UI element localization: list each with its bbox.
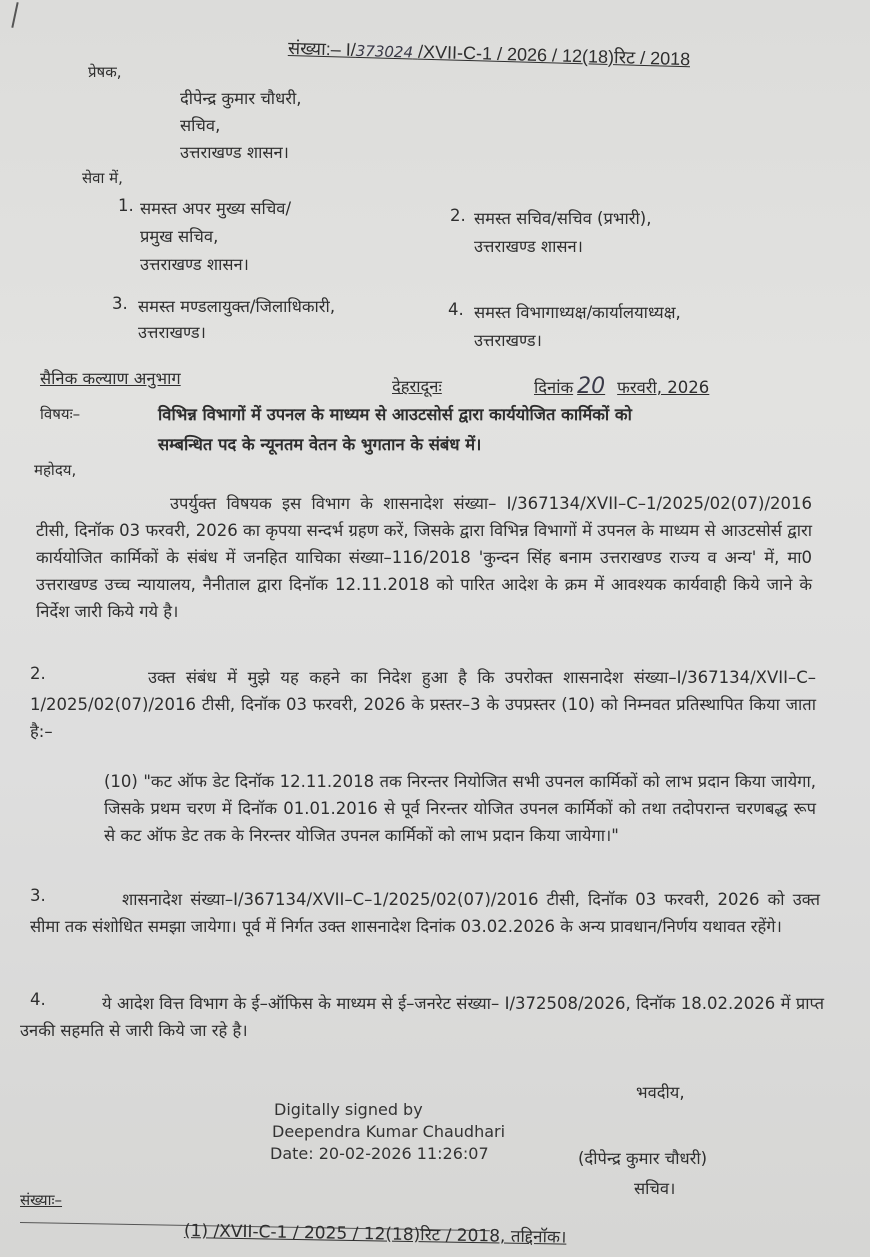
recipient-1-line-1: समस्त अपर मुख्य सचिव/ — [140, 199, 292, 218]
recipient-2-number: 2. — [450, 206, 466, 225]
signatory-designation: सचिव। — [634, 1179, 676, 1198]
place-name: देहरादूनः — [392, 377, 442, 396]
paragraph-4-number: 4. — [30, 990, 46, 1009]
reference-prefix: संख्या:– I/ — [287, 38, 357, 60]
paragraph-2: उक्त संबंध में मुझे यह कहने का निदेश हुआ है कि उपरोक्त शासनादेश संख्या–I/367134/XVII–C–1/2025/02(07)/2016 टीसी, दिनॉक 03 फरवरी, 2026 के प्रस्तर–3 के उपप्रस्तर (10) को निम्नवत प्रतिस्थापित किया जाता है:– — [30, 668, 816, 741]
recipient-4-line-2: उत्तराखण्ड। — [474, 331, 542, 350]
subject-line-1: विभिन्न विभागों में उपनल के माध्यम से आउटसोर्स द्वारा कार्ययोजित कार्मिकों को — [158, 405, 632, 424]
recipient-1-line-3: उत्तराखण्ड शासन। — [140, 255, 249, 274]
recipient-2-line-2: उत्तराखण्ड शासन। — [474, 237, 583, 256]
recipient-4-line-1: समस्त विभागाध्यक्ष/कार्यालयाध्यक्ष, — [474, 303, 681, 322]
salutation: महोदय, — [34, 461, 77, 479]
recipients-label: सेवा में, — [82, 169, 123, 187]
digital-signature-date: Date: 20-02-2026 11:26:07 — [270, 1144, 489, 1163]
digital-signature-line-1: Digitally signed by — [274, 1100, 423, 1119]
sender-office: उत्तराखण्ड शासन। — [180, 143, 289, 162]
recipient-1-number: 1. — [118, 196, 134, 215]
paragraph-2-quoted-subclause: (10) "कट ऑफ डेट दिनॉक 12.11.2018 तक निरन्तर नियोजित सभी उपनल कार्मिकों को लाभ प्रदान किया जायेगा, जिसके प्रथम चरण में दिनॉक 01.01.2016 से पूर्व निरन्तर योजित उपनल कार्मिकों को तथा तदोपरान्त चरणबद्ध रूप से कट ऑफ डेट तक के निरन्तर योजित उपनल कार्मिकों को लाभ प्रदान किया जायेगा।" — [104, 772, 816, 845]
handwritten-tick-mark — [11, 2, 18, 28]
recipient-3-number: 3. — [112, 294, 128, 313]
reference-number-top — [288, 36, 691, 71]
paragraph-4: ये आदेश वित्त विभाग के ई–ऑफिस के माध्यम से ई–जनरेट संख्या– I/372508/2026, दिनॉक 18.02.2026 में प्राप्त उनकी सहमति से जारी किये जा रहे है। — [20, 994, 824, 1040]
recipient-2-line-1: समस्त सचिव/सचिव (प्रभारी), — [474, 209, 652, 228]
handwritten-reference-number: 373024 — [355, 41, 414, 62]
paragraph-3: शासनादेश संख्या–I/367134/XVII–C–1/2025/02(07)/2016 टीसी, दिनॉक 03 फरवरी, 2026 को उक्त सीमा तक संशोधित समझा जायेगा। पूर्व में निर्गत उक्त शासनादेश दिनांक 03.02.2026 के अन्य प्रावधान/निर्णय यथावत रहेंगे। — [30, 890, 820, 936]
section-name: सैनिक कल्याण अनुभाग — [40, 369, 181, 388]
recipient-3-line-1: समस्त मण्डलायुक्त/जिलाधिकारी, — [138, 297, 336, 316]
bottom-reference-number: (1) /XVII-C-1 / 2025 / 12(18)रिट / 2018, तद्दिनॉक। — [183, 1221, 567, 1248]
closing-yours-faithfully: भवदीय, — [636, 1083, 685, 1102]
signatory-name: (दीपेन्द्र कुमार चौधरी) — [578, 1149, 708, 1168]
recipient-4-number: 4. — [448, 300, 464, 319]
date-prefix: दिनांक — [534, 378, 574, 397]
sender-name: दीपेन्द्र कुमार चौधरी, — [180, 89, 302, 108]
reference-suffix: /XVII-C-1 / 2026 / 12(18)रिट / 2018 — [417, 41, 691, 70]
digital-signature-line-2: Deependra Kumar Chaudhari — [272, 1122, 506, 1141]
paragraph-1: उपर्युक्त विषयक इस विभाग के शासनादेश संख्या– I/367134/XVII–C–1/2025/02(07)/2016 टीसी, दिनॉक 03 फरवरी, 2026 का कृपया सन्दर्भ ग्रहण करें, जिसके द्वारा विभिन्न विभागों में उपनल के माध्यम से आउटसोर्स द्वारा कार्ययोजित कार्मिकों के संबंध में जनहित याचिका संख्या–116/2018 'कुन्दन सिंह बनाम उत्तराखण्ड राज्य व अन्य' में, मा0 उत्तराखण्ड उच्च न्यायालय, नैनीताल द्वारा दिनॉक 12.11.2018 को पारित आदेश के क्रम में आवश्यक कार्यवाही किये जाने के निर्देश जारी किये गये है। — [36, 494, 812, 621]
handwritten-date-day: 20 — [577, 374, 606, 399]
date-month-year: फरवरी, 2026 — [617, 378, 710, 397]
subject-line-2: सम्बन्धित पद के न्यूनतम वेतन के भुगतान के संबंध में। — [158, 435, 482, 454]
recipient-1-line-2: प्रमुख सचिव, — [140, 227, 219, 246]
recipient-3-line-2: उत्तराखण्ड। — [138, 323, 206, 342]
sender-label: प्रेषक, — [88, 63, 122, 81]
order-date — [534, 374, 709, 399]
paragraph-3-number: 3. — [30, 886, 46, 905]
subject-label: विषयः– — [40, 405, 81, 423]
bottom-reference-label: संख्याः– — [20, 1191, 63, 1209]
sender-designation: सचिव, — [180, 116, 221, 135]
paragraph-2-number: 2. — [30, 664, 46, 683]
